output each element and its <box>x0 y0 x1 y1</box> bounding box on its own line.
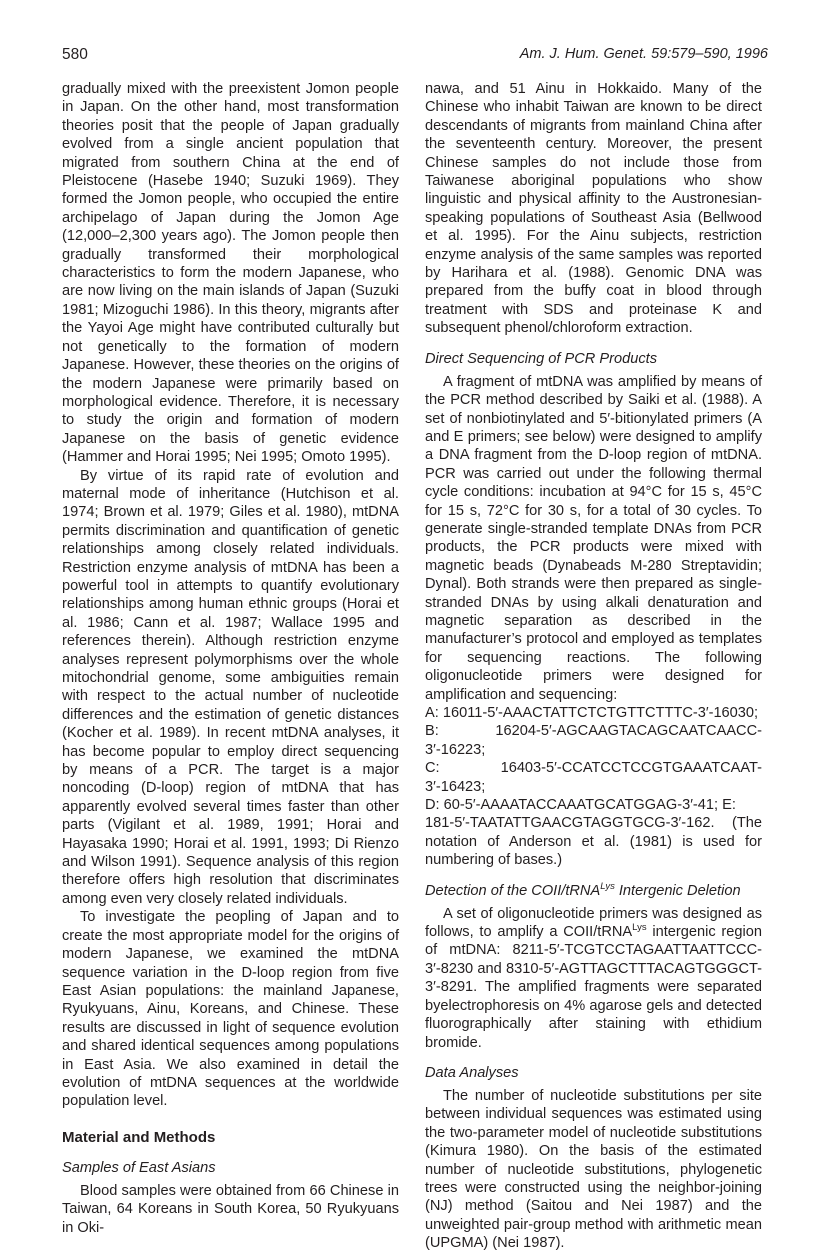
subheading-samples: Samples of East Asians <box>62 1159 216 1176</box>
right-paragraph-4: The number of nucleotide substitutions per site between individual sequences was estimated using the two-parameter model of nucleotide substitutions (Kimura 1980). On the basis of the estimated number of nucleotide substitutions, phylogenetic trees were constructed using the neighbor-joining (NJ) method (Saitou and Nei 1987) and the unweighted pair-group method with arithmetic mean (UPGMA) (Nei 1987). <box>425 1087 762 1252</box>
primer-b: B: 16204-5′-AGCAAGTACAGCAATCAACC-3′-16223; <box>425 723 762 758</box>
journal-citation: Am. J. Hum. Genet. 59:579–590, 1996 <box>519 46 768 62</box>
left-paragraph-4: Blood samples were obtained from 66 Chinese in Taiwan, 64 Koreans in South Korea, 50 Ryukyuans in Oki- <box>62 1182 399 1236</box>
primer-c: C: 16403-5′-CCATCCTCCGTGAAATCAAT-3′-16423; <box>425 760 762 795</box>
p3-post: intergenic region of mtDNA: 8211-5′-TCGTCCTAGAATTAATTCCC-3′-8230 and 8310-5′-AGTTAGCTTTACAGTGGGCT-3′-8291. The amplified fragments were separated byelectrophoresis on 4% agarose gels and detected fluorographically after staining with ethidium bromide. <box>425 924 762 1051</box>
running-header <box>62 46 768 68</box>
subheading-coii-post: Intergenic Deletion <box>614 882 741 899</box>
p3-pre: A set of oligonucleotide primers was designed as follows, to amplify a COII/tRNA <box>425 905 762 941</box>
left-paragraph-3: To investigate the peopling of Japan and to create the most appropriate model for the origins of modern Japanese, we examined the mtDNA sequence variation in the D-loop region from five East Asian populations: the mainland Japanese, Ryukyuans, Ainu, Koreans, and Chinese. These results are discussed in light of sequence evolution and shared identical sequences among populations in East Asia. We also examined in detail the evolution of mtDNA sequences at the worldwide population level. <box>62 909 399 1110</box>
subheading-coii-sup: Lys <box>600 880 615 892</box>
subheading-data-analyses: Data Analyses <box>425 1064 519 1081</box>
left-paragraph-1: gradually mixed with the preexistent Jomon people in Japan. On the other hand, most transformation theories posit that the people of Japan gradually evolved from a single ancient population that migrated from southern China at the end of Pleistocene (Hasebe 1940; Suzuki 1969). They formed the Jomon people, who occupied the entire archipelago of Japan during the Jomon Age (12,000–2,300 years ago). The Jomon people then gradually transformed their morphological characteristics to form the modern Japanese, who are now living on the main islands of Japan (Suzuki 1981; Mizoguchi 1986). In this theory, migrants after the Yayoi Age might have contributed culturally but not genetically to the formation of modern Japanese. However, these theories on the origins of the modern Japanese were primarily based on morphological evidence. Therefore, it is necessary to study the origin and formation of modern Japanese on the basis of genetic evidence (Hammer and Horai 1995; Nei 1995; Omoto 1995). <box>62 81 399 466</box>
right-paragraph-3 <box>425 905 762 1052</box>
section-heading-methods: Material and Methods <box>62 1128 216 1146</box>
p3-sup: Lys <box>632 922 647 934</box>
subheading-coii-pre: Detection of the COII/tRNA <box>425 882 601 899</box>
subheading-pcr: Direct Sequencing of PCR Products <box>425 350 657 367</box>
primer-d: D: 60-5′-AAAATACCAAATGCATGGAG-3′-41; E: <box>425 797 736 814</box>
left-paragraph-2: By virtue of its rapid rate of evolution and maternal mode of inheritance (Hutchison et al. 1974; Brown et al. 1979; Giles et al. 1980), mtDNA permits discrimination and quantification of genetic relationships among closely related individuals. Restriction enzyme analysis of mtDNA has been a powerful tool in attempts to quantify evolutionary relationships among human ethnic groups (Horai et al. 1986; Cann et al. 1987; Wallace 1995 and references therein). Although restriction enzyme analyses represent polymorphisms over the whole mitochondrial genome, some ambiguities remain with respect to the actual number of nucleotide differences and the estimation of genetic distances (Kocher et al. 1989). In recent mtDNA analyses, it has become popular to employ direct sequencing by means of a PCR. The target is a major noncoding (D-loop) region of mtDNA that has apparently evolved several times faster than other parts (Vigilant et al. 1989, 1991; Horai and Hayasaka 1990; Horai et al. 1991, 1993; Di Rienzo and Wilson 1991). Sequence analysis of this region therefore offers high resolution that discriminates among even very closely related individuals. <box>62 467 399 907</box>
right-column <box>425 80 762 1253</box>
page-number: 580 <box>62 46 88 63</box>
left-column <box>62 80 399 1237</box>
right-paragraph-2: A fragment of mtDNA was amplified by means of the PCR method described by Saiki et al. (1988). A set of nonbiotinylated and 5′-bitionylated primers (A and E primers; see below) were designed to amplify a DNA fragment from the D-loop region of mtDNA. PCR was carried out under the following thermal cycle conditions: incubation at 94°C for 15 s, 45°C for 15 s, 72°C for 30 s, for a total of 30 cycles. To generate single-stranded template DNAs from PCR products, the PCR products were mixed with magnetic beads (Dynabeads M-280 Streptavidin; Dynal). Both strands were then prepared as single-stranded DNAs by using alkali denaturation and magnetic separation as described in the manufacturer’s protocol and employed as templates for sequencing reactions. The following oligonucleotide primers were designed for amplification and sequencing: <box>425 373 762 703</box>
primer-e: 181-5′-TAATATTGAACGTAGGTGCG-3′-162. (The notation of Anderson et al. (1981) is used for numbering of bases.) <box>425 815 762 869</box>
right-paragraph-1: nawa, and 51 Ainu in Hokkaido. Many of the Chinese who inhabit Taiwan are known to be direct descendants of migrants from mainland China after the seventeenth century. Moreover, the present Chinese samples do not include those from Taiwanese aboriginal populations who show linguistic and physical affinity to the Austronesian-speaking populations of Southeast Asia (Bellwood et al. 1995). For the Ainu subjects, restriction enzyme analysis of the same samples was reported by Harihara et al. (1988). Genomic DNA was prepared from the buffy coat in blood through treatment with SDS and proteinase K and subsequent phenol/chloroform extraction. <box>425 81 762 337</box>
primer-a: A: 16011-5′-AAACTATTCTCTGTTCTTTC-3′-16030; <box>425 705 759 721</box>
subheading-coii <box>425 882 762 900</box>
